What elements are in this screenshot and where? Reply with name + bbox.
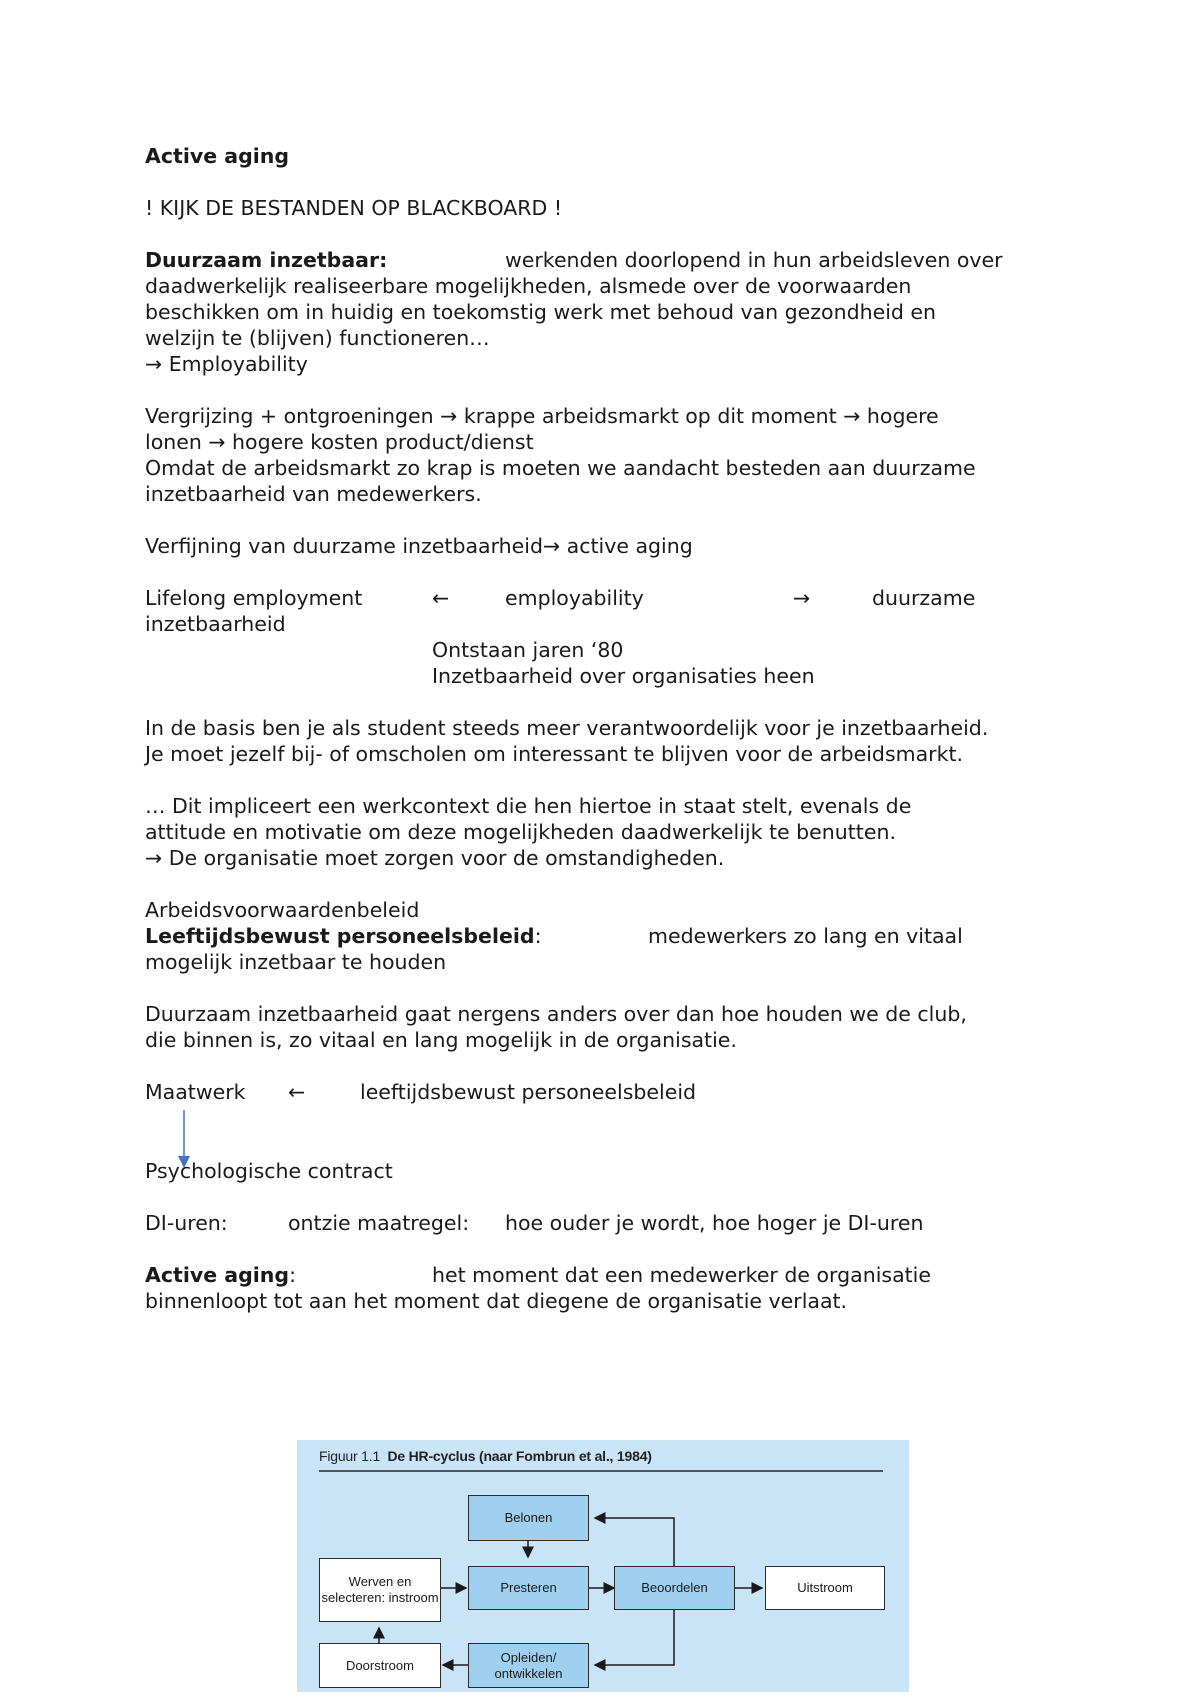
lifelong-employment: Lifelong employment [145, 586, 363, 610]
duurzaam-definition-line-1: werkenden doorlopend in hun arbeidsleven over [505, 248, 1003, 272]
active-aging-definition-line-1: het moment dat een medewerker de organisatie [432, 1263, 931, 1287]
werven-box: Werven en selecteren: instroom [319, 1558, 441, 1622]
employability-line: → Employability [145, 352, 308, 376]
vergrijzing-line-2: lonen → hogere kosten product/dienst [145, 430, 534, 454]
arrow-left-icon: ← [432, 586, 450, 610]
duurzaam-term: Duurzaam inzetbaar: [145, 248, 388, 272]
duurzaam-definition-line-4: welzijn te (blijven) functioneren… [145, 326, 490, 350]
opleiden-box: Opleiden/ ontwikkelen [468, 1643, 589, 1688]
leeftijd-term: Leeftijdsbewust personeelsbeleid [145, 924, 535, 948]
presteren-box: Presteren [468, 1566, 589, 1610]
impliceert-line-2: attitude en motivatie om deze mogelijkheden daadwerkelijk te benutten. [145, 820, 896, 844]
page-title: Active aging [145, 144, 290, 168]
beoordelen-box: Beoordelen [614, 1566, 735, 1610]
leeftijd-colon: : [534, 924, 542, 948]
duurzame-term: duurzame [872, 586, 976, 610]
duurzaam2-line-1: Duurzaam inzetbaarheid gaat nergens anders over dan hoe houden we de club, [145, 1002, 967, 1026]
figure-label: Figuur 1.1 [319, 1448, 381, 1464]
omdat-line-2: inzetbaarheid van medewerkers. [145, 482, 482, 506]
doorstroom-box: Doorstroom [319, 1643, 441, 1688]
di-uren-term: DI-uren: [145, 1211, 228, 1235]
figure-caption: De HR-cyclus (naar Fombrun et al., 1984) [387, 1448, 652, 1464]
belonen-box: Belonen [468, 1495, 589, 1541]
di-uren-definition: hoe ouder je wordt, hoe hoger je DI-uren [505, 1211, 924, 1235]
arrow-left-icon-2: ← [288, 1080, 306, 1104]
leeftijdsbewust-term: leeftijdsbewust personeelsbeleid [360, 1080, 697, 1104]
employability-term: employability [505, 586, 644, 610]
ontstaan-line: Ontstaan jaren ‘80 [432, 638, 624, 662]
active-aging-term-line [145, 1262, 296, 1288]
uitstroom-box: Uitstroom [765, 1566, 885, 1610]
basis-line-1: In de basis ben je als student steeds meer verantwoordelijk voor je inzetbaarheid. [145, 716, 989, 740]
active-aging-term: Active aging [145, 1263, 290, 1287]
active-aging-colon: : [289, 1263, 296, 1287]
basis-line-2: Je moet jezelf bij- of omscholen om interessant te blijven voor de arbeidsmarkt. [145, 742, 964, 766]
leeftijd-definition-line-1: medewerkers zo lang en vitaal [648, 924, 963, 948]
duurzaam-definition-line-3: beschikken om in huidig en toekomstig werk met behoud van gezondheid en [145, 300, 937, 324]
maatwerk-term: Maatwerk [145, 1080, 246, 1104]
over-organisaties-line: Inzetbaarheid over organisaties heen [432, 664, 815, 688]
leeftijd-definition-line-2: mogelijk inzetbaar te houden [145, 950, 447, 974]
inzetbaarheid-term: inzetbaarheid [145, 612, 286, 636]
duurzaam-definition-line-2: daadwerkelijk realiseerbare mogelijkheden, alsmede over de voorwaarden [145, 274, 912, 298]
impliceert-line-1: … Dit impliceert een werkcontext die hen hiertoe in staat stelt, evenals de [145, 794, 912, 818]
active-aging-definition-line-2: binnenloopt tot aan het moment dat diegene de organisatie verlaat. [145, 1289, 848, 1313]
verfijning-line: Verfijning van duurzame inzetbaarheid→ active aging [145, 534, 693, 558]
duurzaam2-line-2: die binnen is, zo vitaal en lang mogelijk in de organisatie. [145, 1028, 737, 1052]
arrow-right-icon: → [793, 586, 811, 610]
omdat-line-1: Omdat de arbeidsmarkt zo krap is moeten we aandacht besteden aan duurzame [145, 456, 976, 480]
arbeidsvoorwaarden-line: Arbeidsvoorwaardenbeleid [145, 898, 420, 922]
psychologisch-contract: Psychologische contract [145, 1159, 393, 1183]
leeftijd-term-line [145, 923, 542, 949]
impliceert-line-3: → De organisatie moet zorgen voor de omstandigheden. [145, 846, 725, 870]
notice-line: ! KIJK DE BESTANDEN OP BLACKBOARD ! [145, 196, 563, 220]
ontzie-maatregel: ontzie maatregel: [288, 1211, 470, 1235]
hr-cycle-figure [297, 1440, 909, 1692]
vergrijzing-line-1: Vergrijzing + ontgroeningen → krappe arbeidsmarkt op dit moment → hogere [145, 404, 939, 428]
